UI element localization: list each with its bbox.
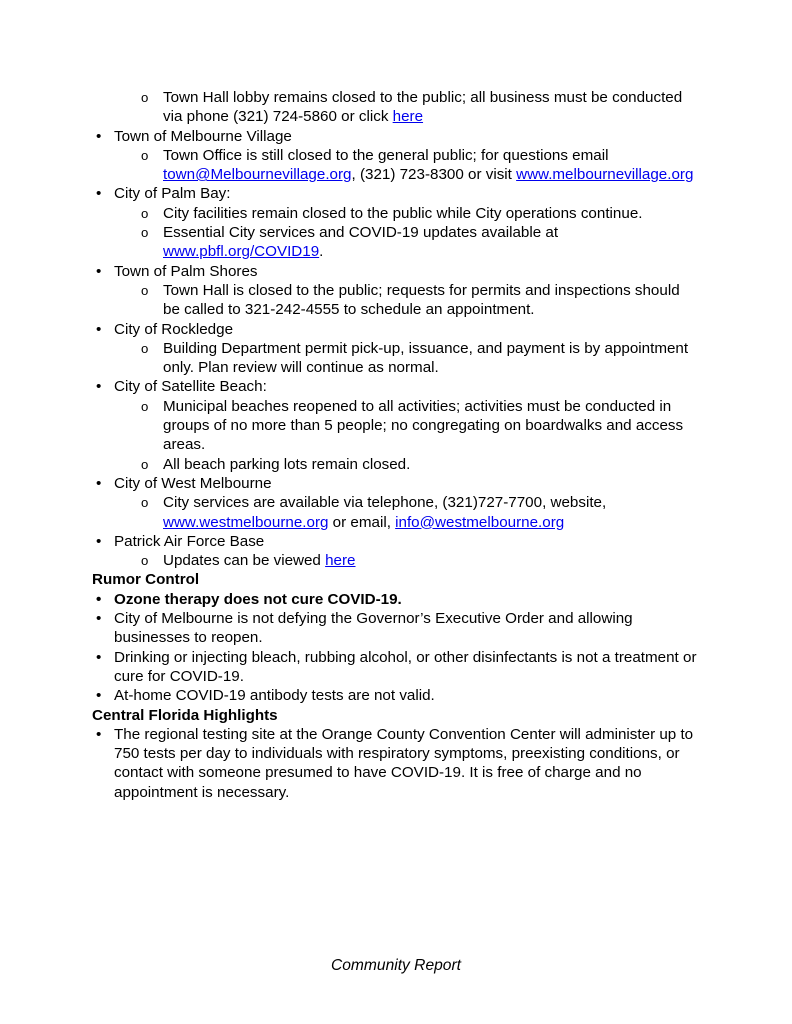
list-item-text (163, 88, 698, 127)
list-item-text (114, 127, 698, 146)
round-bullet-icon: • (96, 610, 102, 628)
round-bullet-icon: • (96, 127, 102, 145)
text-run: Town Office is still closed to the general public; for questions email (163, 146, 609, 164)
text-run: City services are available via telephone, (321)727-7700, website, (163, 494, 607, 512)
round-bullet-icon: • (96, 725, 102, 743)
circle-bullet-icon: o (141, 398, 149, 414)
text-run: Municipal beaches reopened to all activities; activities must be conducted in groups of no more than 5 people; no congregating on boardwalks and access areas. (163, 397, 684, 454)
list-item (92, 648, 698, 687)
text-run: City facilities remain closed to the public while City operations continue. (163, 204, 643, 222)
circle-bullet-icon: o (141, 340, 149, 356)
round-bullet-icon: • (96, 590, 102, 608)
list-item-text (114, 590, 698, 609)
sub-list-item (141, 339, 698, 378)
sub-list-item (141, 88, 698, 127)
document-body (92, 88, 698, 802)
list-item-text (163, 551, 698, 570)
list-item-text (114, 184, 698, 203)
circle-bullet-icon: o (141, 205, 149, 221)
hyperlink[interactable]: www.pbfl.org/COVID19 (163, 243, 320, 261)
round-bullet-icon: • (96, 648, 102, 666)
list-item (92, 262, 698, 281)
circle-bullet-icon: o (141, 90, 149, 105)
sub-list-item (141, 493, 698, 532)
list-item (92, 320, 698, 339)
text-run: At-home COVID-19 antibody tests are not valid. (114, 687, 435, 705)
circle-bullet-icon: o (141, 456, 149, 472)
text-run: City of West Melbourne (114, 474, 272, 492)
list-item-text (114, 474, 698, 493)
text-run: City of Melbourne is not defying the Governor’s Executive Order and allowing businesses to reopen. (114, 610, 633, 647)
list-item-text (114, 262, 698, 281)
list-item (92, 686, 698, 705)
list-item-text (163, 397, 698, 455)
round-bullet-icon: • (96, 378, 102, 396)
sub-list-item (141, 551, 698, 570)
list-item-text (114, 377, 698, 396)
circle-bullet-icon: o (141, 225, 149, 241)
list-item (92, 474, 698, 493)
list-item-text (163, 493, 698, 532)
text-run: Patrick Air Force Base (114, 532, 265, 550)
list-item-text (114, 320, 698, 339)
text-run: Town of Melbourne Village (114, 127, 292, 145)
section-heading: Central Florida Highlights (92, 706, 278, 724)
round-bullet-icon: • (96, 320, 102, 338)
text-run: Town of Palm Shores (114, 262, 258, 280)
sub-list-item (141, 281, 698, 320)
text-run: The regional testing site at the Orange County Convention Center will administer up to 750 tests per day to individuals with respiratory symptoms, preexisting conditions, or contact with someone presumed to have COVID-19. It is free of charge and no appointment is necessary. (114, 725, 694, 801)
text-run: Drinking or injecting bleach, rubbing alcohol, or other disinfectants is not a treatment or cure for COVID-19. (114, 648, 697, 685)
circle-bullet-icon: o (141, 495, 149, 511)
sub-list-item (141, 223, 698, 262)
sub-list-item (141, 455, 698, 474)
list-item-text (163, 204, 698, 223)
list-item-text (163, 339, 698, 378)
list-item (92, 127, 698, 146)
text-run: Town Hall is closed to the public; requests for permits and inspections should be called to 321-242-4555 to schedule an appointment. (163, 281, 680, 319)
round-bullet-icon: • (96, 532, 102, 550)
list-item (92, 609, 698, 648)
text-run: , (321) 723-8300 or visit (351, 166, 517, 184)
text-run: Building Department permit pick-up, issuance, and payment is by appointment only. Plan review will continue as normal. (163, 339, 689, 377)
list-item-text (114, 609, 698, 648)
list-item (92, 377, 698, 396)
round-bullet-icon: • (96, 474, 102, 492)
list-item (92, 184, 698, 203)
hyperlink[interactable]: here (325, 552, 356, 570)
hyperlink[interactable]: town@Melbournevillage.org (163, 166, 352, 184)
round-bullet-icon: • (96, 262, 102, 280)
list-item-text (163, 146, 698, 185)
sub-list-item (141, 146, 698, 185)
list-item-text (163, 281, 698, 320)
hyperlink[interactable]: www.melbournevillage.org (516, 166, 694, 184)
round-bullet-icon: • (96, 185, 102, 203)
list-item (92, 725, 698, 802)
list-item-text (114, 686, 698, 705)
section-heading: Rumor Control (92, 571, 200, 589)
list-item (92, 590, 698, 609)
content-block-list (92, 88, 698, 802)
hyperlink[interactable]: www.westmelbourne.org (163, 513, 329, 531)
list-item-text (114, 648, 698, 687)
text-run: Town Hall lobby remains closed to the public; all business must be conducted via phone (321) 724-5860 or click (163, 89, 683, 126)
text-run: Essential City services and COVID-19 updates available at (163, 224, 559, 242)
text-run: Updates can be viewed (163, 552, 326, 570)
sub-list-item (141, 204, 698, 223)
circle-bullet-icon: o (141, 553, 149, 569)
circle-bullet-icon: o (141, 147, 149, 163)
text-run: . (319, 243, 324, 261)
list-item-text (163, 455, 698, 474)
list-item-text (114, 532, 698, 551)
text-run: All beach parking lots remain closed. (163, 455, 411, 473)
text-run: City of Satellite Beach: (114, 378, 267, 396)
footer-label: Community Report (331, 957, 461, 974)
sub-list-item (141, 397, 698, 455)
page-footer (0, 957, 792, 975)
text-run: or email, (328, 513, 396, 531)
list-item-text (163, 223, 698, 262)
list-item-text (114, 725, 698, 802)
round-bullet-icon: • (96, 687, 102, 705)
circle-bullet-icon: o (141, 282, 149, 298)
hyperlink[interactable]: info@westmelbourne.org (395, 513, 565, 531)
list-item (92, 532, 698, 551)
text-run: City of Rockledge (114, 320, 234, 338)
text-run: City of Palm Bay: (114, 185, 231, 203)
text-run: Ozone therapy does not cure COVID-19. (114, 590, 402, 608)
hyperlink[interactable]: here (392, 108, 424, 126)
